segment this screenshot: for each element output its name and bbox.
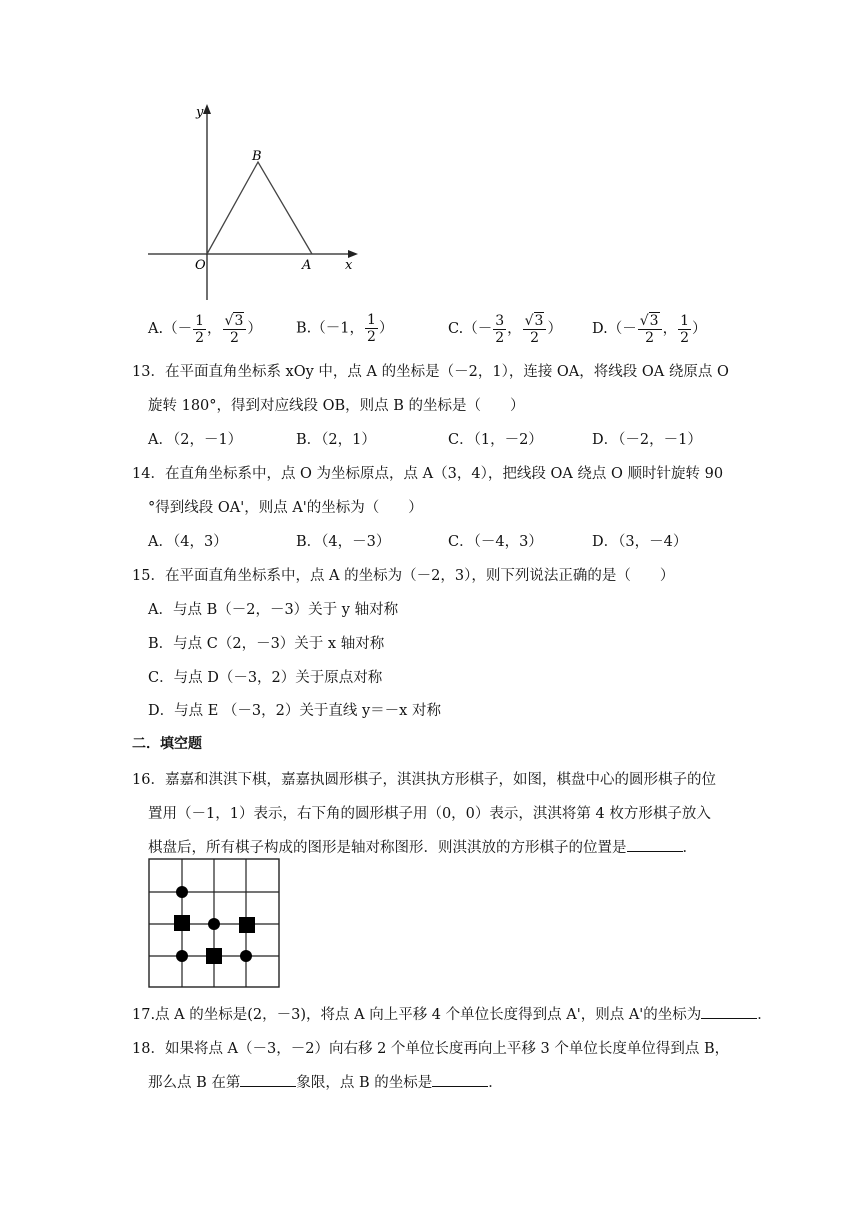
q12-option-b: B.（－1， $\frac{1}{2}$ ） <box>296 312 394 346</box>
q14-option-a: A．（4，3） <box>148 534 228 550</box>
q13-option-d: D．（－2，－1） <box>592 432 702 448</box>
q13-line1: 13．在平面直角坐标系 xOy 中，点 A 的坐标是（－2，1），连接 OA，将线段 OA 绕原点 O <box>132 364 729 380</box>
q17-answer-blank[interactable] <box>701 1004 757 1019</box>
q12-option-c: C.（－ $\frac{3}{2}$ ， √ 3 2 ） <box>448 312 562 347</box>
square-piece <box>206 948 222 964</box>
q18-line2: 那么点 B 在第 象限，点 B 的坐标是 ． <box>148 1071 503 1092</box>
q16-line3: 棋盘后，所有棋子构成的图形是轴对称图形．则淇淇放的方形棋子的位置是 ． <box>148 836 697 857</box>
q15-line1: 15．在平面直角坐标系中，点 A 的坐标为（－2，3），则下列说法正确的是（ ） <box>132 568 675 584</box>
q14-option-b: B．（4，－3） <box>296 534 391 550</box>
q15-option-a: A．与点 B（－2，－3）关于 y 轴对称 <box>148 602 399 618</box>
q17-line: 17.点 A 的坐标是(2，－3)，将点 A 向上平移 4 个单位长度得到点 A'，则点 A'的坐标为 ． <box>132 1003 772 1024</box>
x-axis-arrow <box>348 250 358 258</box>
q14-option-d: D．（3，－4） <box>592 534 688 550</box>
point-a-label: A <box>302 258 312 273</box>
q18-coordinate-blank[interactable] <box>432 1072 488 1087</box>
x-axis-label: x <box>345 258 353 273</box>
q18-quadrant-blank[interactable] <box>240 1072 296 1087</box>
q14-option-c: C．（－4，3） <box>448 534 543 550</box>
q15-option-b: B．与点 C（2，－3）关于 x 轴对称 <box>148 636 385 652</box>
q13-line2: 旋转 180°，得到对应线段 OB，则点 B 的坐标是（ ） <box>148 398 525 414</box>
q16-line2: 置用（－1，1）表示，右下角的圆形棋子用（0，0）表示，淇淇将第 4 枚方形棋子放入 <box>148 806 711 822</box>
round-piece-center <box>208 918 220 930</box>
y-axis-label: y <box>196 105 204 120</box>
round-piece-bottom-right <box>240 950 252 962</box>
chessboard-figure <box>148 858 282 990</box>
square-piece <box>239 917 255 933</box>
q15-option-d: D．与点 E （－3，2）关于直线 y＝－x 对称 <box>148 703 441 719</box>
point-b-label: B <box>252 149 262 164</box>
q12-option-d: D.（－ √ 3 2 ， $\frac{1}{2}$ ） <box>592 312 707 347</box>
q15-option-c: C．与点 D（－3，2）关于原点对称 <box>148 670 383 686</box>
q12-option-a: A.（－ $\frac{1}{2}$ ， √ 3 2 ） <box>148 312 262 347</box>
round-piece <box>176 950 188 962</box>
q13-option-c: C．（1，－2） <box>448 432 543 448</box>
q14-line2: °得到线段 OA'，则点 A'的坐标为（ ） <box>148 500 423 516</box>
triangle-coordinate-graph <box>140 100 370 305</box>
q16-answer-blank[interactable] <box>627 837 683 852</box>
triangle-oab <box>207 162 312 254</box>
round-piece <box>176 886 188 898</box>
q14-line1: 14．在直角坐标系中，点 O 为坐标原点，点 A（3，4），把线段 OA 绕点 O 顺时针旋转 90 <box>132 466 724 482</box>
q18-line1: 18．如果将点 A（－3，－2）向右移 2 个单位长度再向上平移 3 个单位长度单位得到点 B， <box>132 1041 730 1057</box>
origin-label: O <box>195 258 206 273</box>
q13-option-b: B．（2，1） <box>296 432 376 448</box>
section-heading-fill-in: 二．填空题 <box>132 736 202 752</box>
y-axis-arrow <box>203 104 211 114</box>
q13-option-a: A．（2，－1） <box>148 432 243 448</box>
q16-line1: 16．嘉嘉和淇淇下棋，嘉嘉执圆形棋子，淇淇执方形棋子，如图，棋盘中心的圆形棋子的位 <box>132 772 716 788</box>
square-piece <box>174 915 190 931</box>
